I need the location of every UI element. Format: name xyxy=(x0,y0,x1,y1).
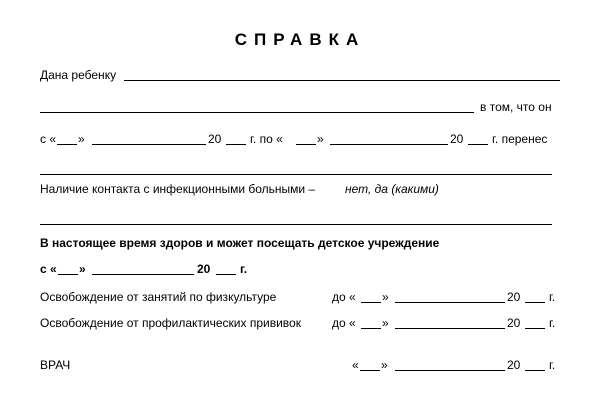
from-year-prefix: 20 xyxy=(208,132,222,146)
doctor-year-field[interactable] xyxy=(525,370,545,371)
pe-until-label: до « xyxy=(332,290,356,304)
row-contact-details xyxy=(40,208,560,228)
pe-year-suffix: г. xyxy=(549,290,556,304)
pe-exemption-label: Освобождение от занятий по физкультуре xyxy=(40,290,277,304)
row-that-he xyxy=(40,96,560,116)
suffered-label: г. перенес xyxy=(492,132,548,146)
pe-quote-close: » xyxy=(382,290,389,304)
vaccine-until-label: до « xyxy=(332,316,356,330)
vaccine-day-field[interactable] xyxy=(361,328,381,329)
that-he-label: в том, что он xyxy=(480,100,552,114)
healthy-statement: В настоящее время здоров и может посещать детское учреждение xyxy=(40,236,440,250)
from-month-field[interactable] xyxy=(92,144,206,145)
from-year-field[interactable] xyxy=(226,144,246,145)
contact-options: нет, да (какими) xyxy=(345,182,439,196)
form-title: СПРАВКА xyxy=(234,30,366,49)
attend-quote-close: » xyxy=(79,262,86,276)
vaccine-year-field[interactable] xyxy=(525,328,545,329)
row-attend-from xyxy=(40,258,560,278)
doctor-quote-close: » xyxy=(381,358,388,372)
row-doctor xyxy=(40,354,560,374)
attend-month-field[interactable] xyxy=(92,274,194,275)
doctor-year-prefix: 20 xyxy=(507,358,521,372)
to-year-field[interactable] xyxy=(468,144,488,145)
row-vaccine-exemption xyxy=(40,312,560,332)
child-name-continued-field[interactable] xyxy=(40,112,474,113)
row-issued-to xyxy=(40,64,560,84)
doctor-open-quote: « xyxy=(352,358,359,372)
to-day-field[interactable] xyxy=(296,144,316,145)
row-period xyxy=(40,128,560,148)
child-name-field[interactable] xyxy=(124,80,560,81)
to-month-field[interactable] xyxy=(330,144,448,145)
attend-day-field[interactable] xyxy=(58,274,78,275)
vaccine-quote-close: » xyxy=(382,316,389,330)
attend-year-field[interactable] xyxy=(216,274,236,275)
issued-to-label: Дана ребенку xyxy=(40,68,117,82)
row-healthy-statement xyxy=(40,232,560,252)
attend-from-label: с « xyxy=(40,262,57,276)
attend-year-suffix: г. xyxy=(240,262,248,276)
from-day-field[interactable] xyxy=(57,144,77,145)
pe-year-prefix: 20 xyxy=(507,290,521,304)
to-year-prefix: 20 xyxy=(450,132,464,146)
pe-day-field[interactable] xyxy=(361,302,381,303)
attend-year-prefix: 20 xyxy=(197,262,211,276)
doctor-day-field[interactable] xyxy=(360,370,380,371)
contact-label: Наличие контакта с инфекционными больными – xyxy=(40,182,316,196)
to-label: г. по « xyxy=(250,132,283,146)
row-diagnosis xyxy=(40,158,560,178)
vaccine-month-field[interactable] xyxy=(395,328,505,329)
row-pe-exemption xyxy=(40,286,560,306)
from-label: с « xyxy=(40,132,57,146)
row-contact xyxy=(40,178,560,198)
diagnosis-field[interactable] xyxy=(40,174,552,175)
pe-year-field[interactable] xyxy=(525,302,545,303)
doctor-month-field[interactable] xyxy=(395,370,505,371)
doctor-year-suffix: г. xyxy=(549,358,556,372)
doctor-label: ВРАЧ xyxy=(40,358,71,372)
to-quote-close: » xyxy=(317,132,324,146)
vaccine-exemption-label: Освобождение от профилактических прививок xyxy=(40,316,301,330)
vaccine-year-suffix: г. xyxy=(549,316,556,330)
pe-month-field[interactable] xyxy=(395,302,505,303)
from-quote-close: » xyxy=(78,132,85,146)
contact-details-field[interactable] xyxy=(40,224,552,225)
vaccine-year-prefix: 20 xyxy=(507,316,521,330)
